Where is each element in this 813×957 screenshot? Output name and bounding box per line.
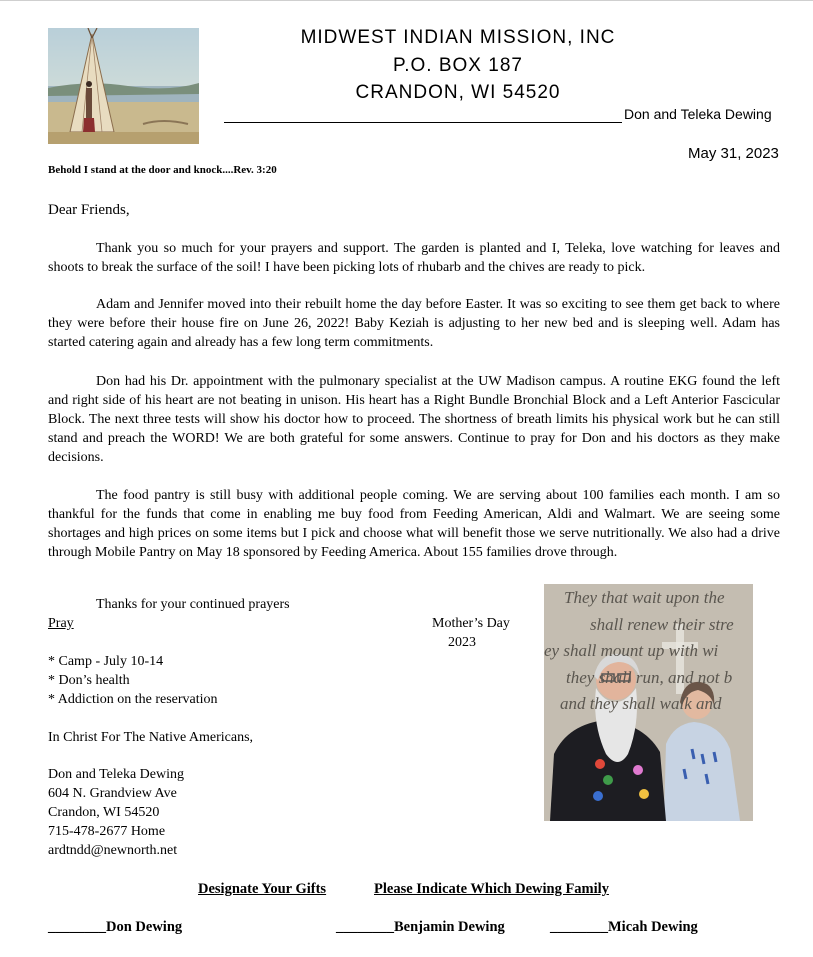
option-micah-name: Micah Dewing xyxy=(608,919,698,935)
option-benjamin-name: Benjamin Dewing xyxy=(394,919,505,935)
city-line: CRANDON, WI 54520 xyxy=(355,82,561,103)
thanks-line: Thanks for your continued prayers xyxy=(96,597,290,612)
option-don-name: Don Dewing xyxy=(106,919,183,935)
top-border xyxy=(0,0,813,1)
scripture-quote: Behold I stand at the door and knock....Rev. 3:20 xyxy=(48,164,277,176)
signature-phone: 715-478-2677 Home xyxy=(48,824,166,839)
letter-date: May 31, 2023 xyxy=(688,145,779,162)
photo-caption-year: 2023 xyxy=(448,635,476,650)
org-name: MIDWEST INDIAN MISSION, INC xyxy=(300,27,616,48)
option-don xyxy=(48,919,182,936)
option-don-blank[interactable]: ________ xyxy=(48,919,106,935)
mothers-day-photo xyxy=(544,584,753,821)
option-micah xyxy=(550,919,698,936)
option-micah-blank[interactable]: ________ xyxy=(550,919,608,935)
greeting: Dear Friends, xyxy=(48,202,130,218)
wall-text-5: and they shall walk and xyxy=(560,694,722,713)
signature-email: ardtndd@newnorth.net xyxy=(48,843,178,858)
pray-item-camp: * Camp - July 10-14 xyxy=(48,654,164,669)
paragraph-pantry xyxy=(48,486,780,562)
paragraph-garden xyxy=(48,239,780,277)
wall-text-3: ey shall mount up with wi xyxy=(544,641,719,660)
paragraph-pantry-text: The food pantry is still busy with additional people coming. We are serving about 100 families each month. I am so thankful for the funds that come in enabling me buy food from Feeding American, Aldi and Walmart. We are seeing some shortages and high prices on some items but I pick and choose what will benefit those we serve nutritionally. We also had a drive through Mobile Pantry on May 18 sponsored by Feeding America. About 155 families drove through. xyxy=(48,488,780,560)
wall-text-2: shall renew their stre xyxy=(590,615,734,634)
signature-names: Don and Teleka Dewing xyxy=(48,767,185,782)
tipi-painting-image xyxy=(48,28,199,144)
photo-caption-title: Mother’s Day xyxy=(432,616,510,631)
signature-street: 604 N. Grandview Ave xyxy=(48,786,177,801)
signature-rule-end xyxy=(608,122,622,123)
pray-item-health: * Don’s health xyxy=(48,673,130,688)
header-names: Don and Teleka Dewing xyxy=(624,106,772,122)
paragraph-health xyxy=(48,372,780,467)
pray-heading: Pray xyxy=(48,616,74,631)
po-box: P.O. BOX 187 xyxy=(393,55,523,76)
option-benjamin-blank[interactable]: ________ xyxy=(336,919,394,935)
paragraph-garden-text: Thank you so much for your prayers and support. The garden is planted and I, Teleka, love watching for leaves and shoots to break the surface of the soil! I have been picking lots of rhubarb and the chives are ready to pick. xyxy=(48,241,780,275)
pray-item-addiction: * Addiction on the reservation xyxy=(48,692,218,707)
tipi-painting-svg xyxy=(48,28,199,144)
paragraph-adam xyxy=(48,295,780,352)
signature-rule xyxy=(224,122,622,123)
indicate-family: Please Indicate Which Dewing Family xyxy=(374,881,609,897)
paragraph-health-text: Don had his Dr. appointment with the pulmonary specialist at the UW Madison campus. A routine EKG found the left and right side of his heart are not beating in unison. His heart has a Right Bundle Bronchial Block and a Left Anterior Fascicular Block. The next three tests will show his doctor how to proceed. The shortness of breath limits his physical work but he can still stand and preach the WORD! We are both grateful for some answers. Continue to pray for Don and his doctors as they make decisions. xyxy=(48,374,780,465)
designate-gifts: Designate Your Gifts xyxy=(198,881,327,897)
closing-line: In Christ For The Native Americans, xyxy=(48,730,254,745)
wall-text-1: They that wait upon the xyxy=(564,588,725,607)
option-benjamin xyxy=(336,919,505,936)
paragraph-adam-text: Adam and Jennifer moved into their rebuilt home the day before Easter. It was so exciting to see them get back to where they were before their house fire on June 26, 2022! Baby Keziah is adjusting to her new bed and is sleeping well. Adam has started catering again and already has a few long term commitments. xyxy=(48,297,780,350)
signature-city: Crandon, WI 54520 xyxy=(48,805,160,820)
wall-text-4: they shall run, and not b xyxy=(566,668,733,687)
